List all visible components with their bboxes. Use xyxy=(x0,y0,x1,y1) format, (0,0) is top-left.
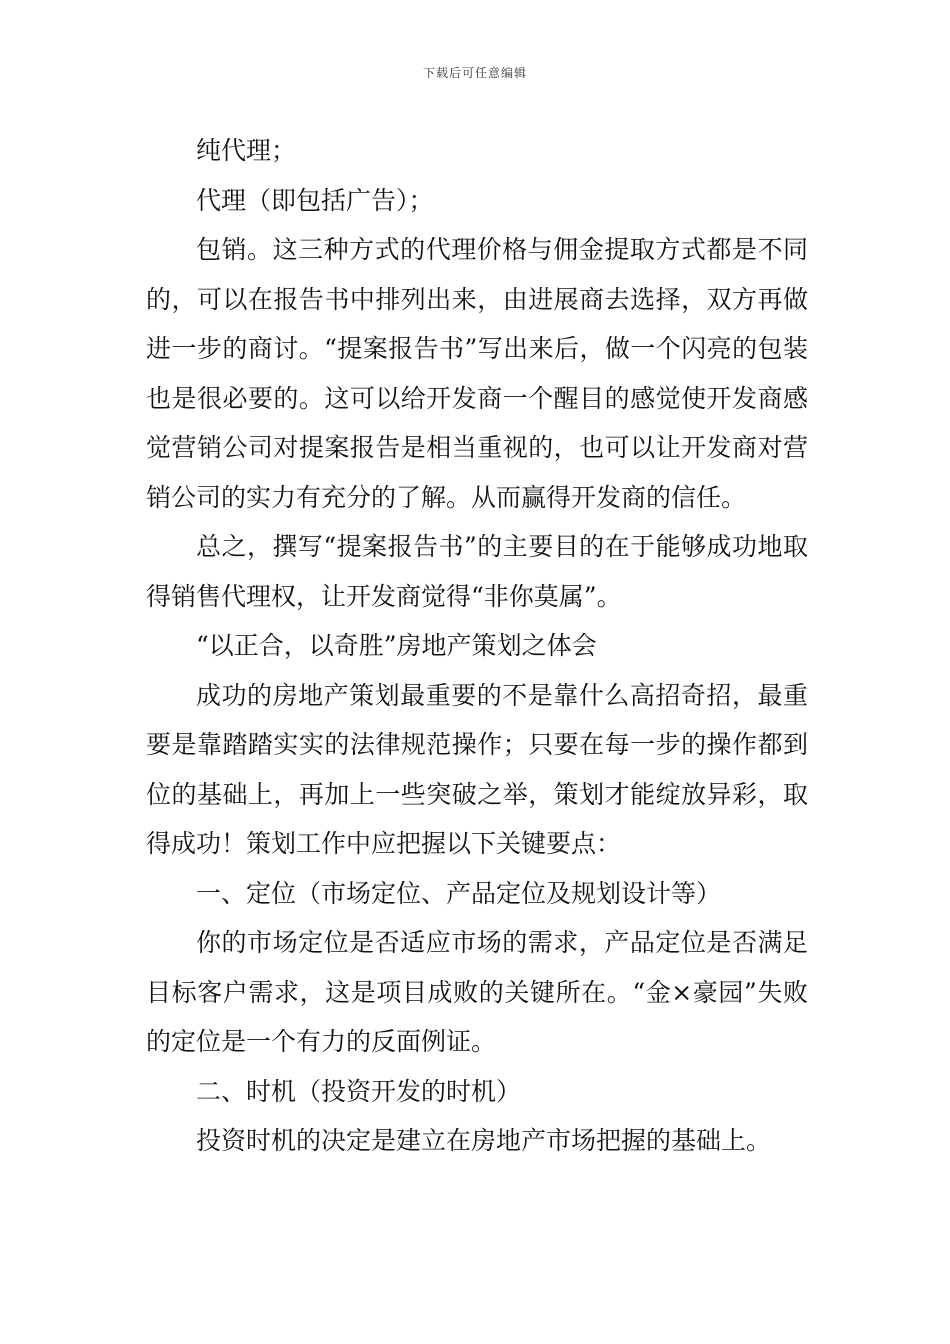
section-heading-strategy: “以正合，以奇胜”房地产策划之体会 xyxy=(196,631,597,660)
paragraph-summary: 总之，撰写“提案报告书”的主要目的在于能够成功地取得销售代理权，让开发商觉得“非你莫属”。 xyxy=(146,532,808,611)
paragraph-agency-with-ads: 代理（即包括广告）； xyxy=(196,185,434,215)
paragraph-strategy-intro: 成功的房地产策划最重要的不是靠什么高招奇招，最重要是靠踏踏实实的法律规范操作；只要在每一步的操作都到位的基础上，再加上一些突破之举，策划才能绽放异彩，取得成功！策划工作中应把握以下关键要点： xyxy=(146,680,808,858)
paragraph-exclusive-sales: 包销。这三种方式的代理价格与佣金提取方式都是不同的，可以在报告书中排列出来，由进展商去选择，双方再做进一步的商讨。“提案报告书”写出来后，做一个闪亮的包装也是很必要的。这可以给开发商一个醒目的感觉使开发商感觉营销公司对提案报告是相当重视的，也可以让开发商对营销公司的实力有充分的了解。从而赢得开发商的信任。 xyxy=(146,235,808,512)
page-header: 下载后可任意编辑 xyxy=(422,66,527,80)
paragraph-pure-agency: 纯代理； xyxy=(196,136,297,165)
paragraph-positioning: 你的市场定位是否适应市场的需求，产品定位是否满足目标客户需求，这是项目成败的关键所在。“金×豪园”失败的定位是一个有力的反面例证。 xyxy=(146,928,808,1056)
document-body xyxy=(146,126,808,1166)
paragraph-timing: 投资时机的决定是建立在房地产市场把握的基础上。 xyxy=(196,1126,772,1155)
heading-positioning: 一、定位（市场定位、产品定位及规划设计等） xyxy=(196,878,722,908)
heading-timing: 二、时机（投资开发的时机） xyxy=(196,1076,522,1106)
